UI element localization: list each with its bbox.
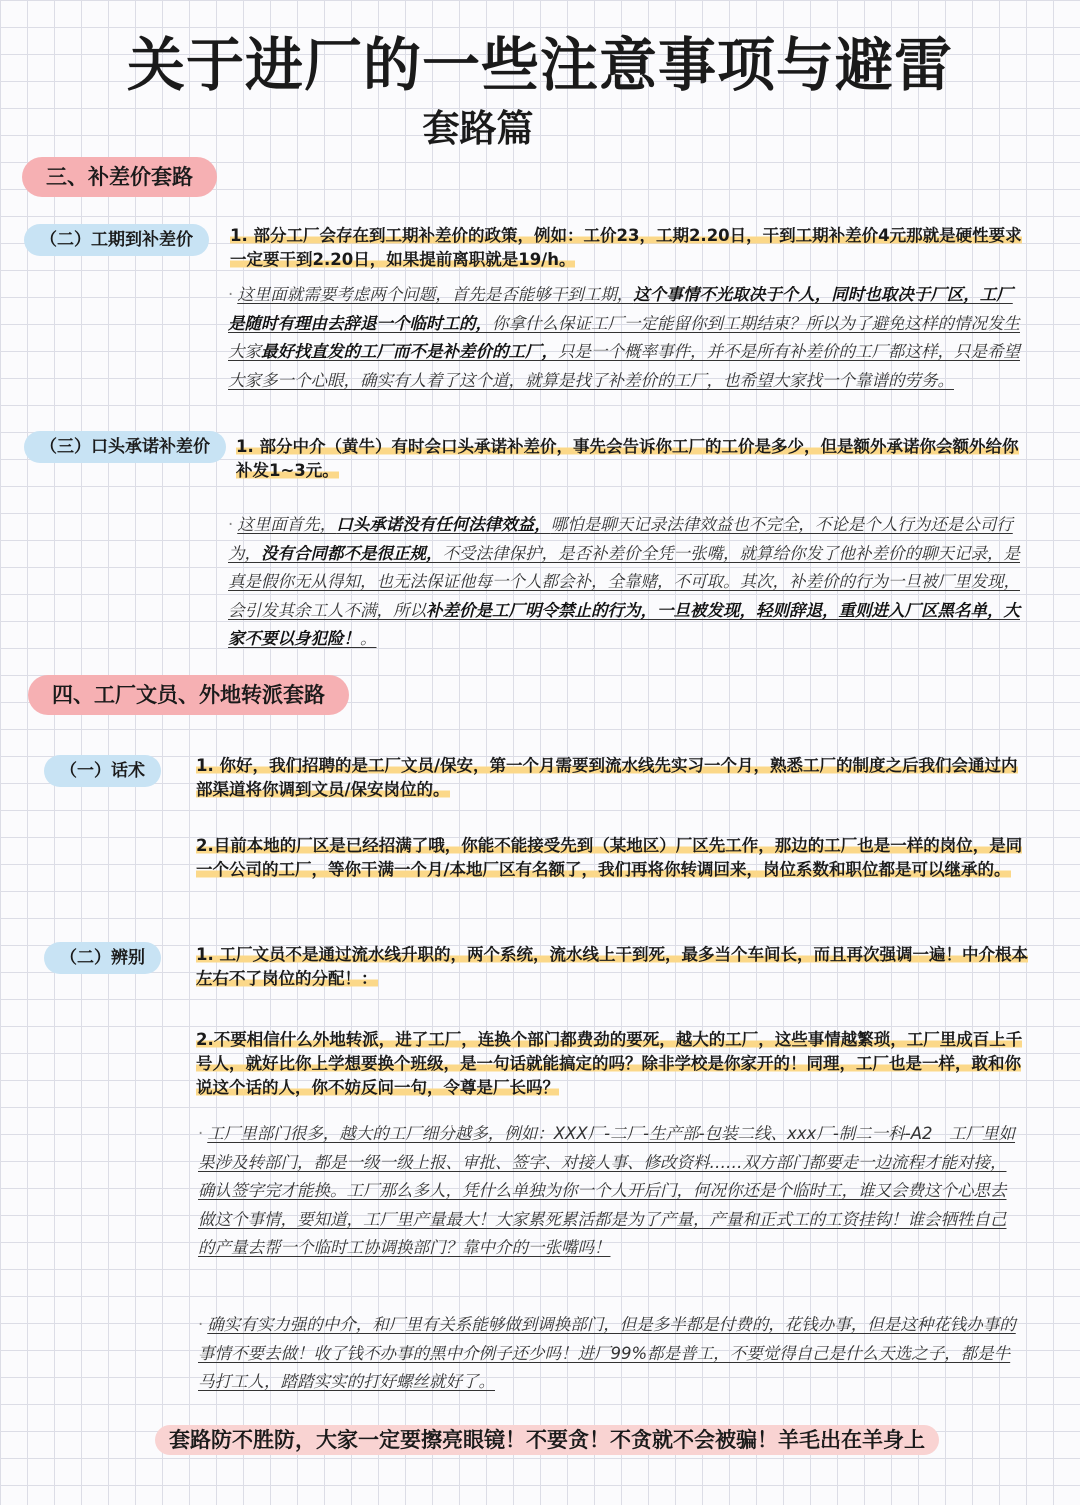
note-bold: 补差价是工厂明令禁止的行为，一旦被发现，轻则辞退，重则进入厂区黑名单，大家不要以身犯险！ bbox=[228, 600, 1020, 648]
highlight-script-2 bbox=[196, 834, 1028, 882]
highlight-text: 2.不要相信什么外地转派，进了工厂，连换个部门都费劲的要死，越大的工厂，这些事情越繁琐，工厂里成百上千号人，就好比你上学想要换个班级，是一句话就能搞定的吗？除非学校是你家开的！同理，工厂也是一样，敢和你说这个话的人，你不妨反问一句，令尊是厂长吗？ bbox=[196, 1030, 1023, 1097]
note-text bbox=[228, 515, 1020, 648]
highlight-script-1 bbox=[196, 754, 1028, 802]
highlight-text: 1. 工厂文员不是通过流水线升职的，两个系统，流水线上干到死，最多当个车间长，而且再次强调一遍！中介根本左右不了岗位的分配！： bbox=[196, 945, 1028, 988]
subheading-verbal-promise: （三）口头承诺补差价 bbox=[24, 431, 226, 463]
bullet-dot: · bbox=[228, 285, 234, 304]
bullet-dot: · bbox=[198, 1315, 204, 1334]
bullet-dot: · bbox=[228, 515, 234, 534]
highlight-text: 2.目前本地的厂区是已经招满了哦，你能不能接受先到（某地区）厂区先工作，那边的工厂也是一样的岗位，是同一个公司的工厂，等你干满一个月/本地厂区有名额了，我们再将你转调回来，岗位系数和职位都是可以继承的。 bbox=[196, 836, 1023, 879]
subtitle-text: 套路篇 bbox=[422, 107, 534, 150]
bullet-dot: · bbox=[198, 1124, 204, 1143]
note-duration-subsidy bbox=[228, 281, 1028, 395]
note-plain: 只是一个概率事件，并不是所有补差价的工厂都这样，只是希望大家多一个心眼，确实有人着了这个道，就算是找了补差价的工厂，也希望大家找一个靠谱的劳务。 bbox=[228, 342, 1020, 390]
highlight-verbal-promise bbox=[236, 435, 1026, 483]
subheading-identify: （二）辨别 bbox=[44, 942, 161, 974]
highlight-duration-subsidy bbox=[230, 224, 1030, 272]
note-plain: 你拿什么保证工厂一定能留你到工期结束？所以为了避免这样的情况发生大家 bbox=[228, 313, 1020, 361]
note-plain: 。 bbox=[360, 629, 377, 648]
note-text: 确实有实力强的中介，和厂里有关系能够做到调换部门，但是多半都是付费的，花钱办事，但是这种花钱办事的事情不要去做！收了钱不办事的黑中介例子还少吗！进厂99%都是普工，不要觉得自己是什么天选之子，都是牛马打工人，踏踏实实的打好螺丝就好了。 bbox=[198, 1315, 1016, 1391]
note-identify-2 bbox=[198, 1311, 1020, 1397]
note-bold: 没有合同都不是很正规， bbox=[261, 543, 443, 563]
note-bold: 口头承诺没有任何法律效益， bbox=[336, 515, 551, 534]
note-plain: 不受法律保护，是否补差价全凭一张嘴，就算给你发了他补差价的聊天记录，是真是假你无从得知，也无法保证他每一个人都会补，全靠赌，不可取。其次，补差价的行为一旦被厂里发现，会引发其余工人不满，所以 bbox=[228, 543, 1020, 620]
highlight-text: 1. 部分中介（黄牛）有时会口头承诺补差价，事先会告诉你工厂的工价是多少，但是额外承诺你会额外给你补发1~3元。 bbox=[236, 437, 1019, 480]
note-bold: 最好找直发的工厂而不是补差价的工厂， bbox=[261, 342, 558, 361]
footer-text: 套路防不胜防，大家一定要擦亮眼镜！不要贪！不贪就不会被骗！羊毛出在羊身上 bbox=[155, 1425, 939, 1455]
note-bold: 这个事情不光取决于个人，同时也取决于厂区，工厂是随时有理由去辞退一个临时工的， bbox=[228, 285, 1013, 333]
note-text bbox=[228, 285, 1020, 390]
subheading-duration-subsidy: （二）工期到补差价 bbox=[24, 224, 209, 256]
section-heading-4: 四、工厂文员、外地转派套路 bbox=[28, 675, 349, 715]
highlight-identify-1 bbox=[196, 943, 1028, 991]
note-plain: 这里面就需要考虑两个问题，首先是否能够干到工期， bbox=[237, 285, 634, 304]
page-subtitle bbox=[0, 98, 1080, 152]
note-plain: 这里面首先， bbox=[237, 515, 337, 534]
note-verbal-promise bbox=[228, 511, 1028, 654]
subheading-script: （一）话术 bbox=[44, 755, 161, 787]
note-identify-1 bbox=[198, 1120, 1020, 1263]
highlight-text: 1. 你好，我们招聘的是工厂文员/保安，第一个月需要到流水线先实习一个月，熟悉工厂的制度之后我们会通过内部渠道将你调到文员/保安岗位的。 bbox=[196, 756, 1018, 799]
highlight-text: 1. 部分工厂会存在到工期补差价的政策，例如：工价23，工期2.20日，干到工期补差价4元那就是硬性要求一定要干到2.20日，如果提前离职就是19/h。 bbox=[230, 226, 1022, 269]
section-heading-3: 三、补差价套路 bbox=[22, 157, 217, 197]
footer-warning bbox=[92, 1422, 1002, 1458]
page-title: 关于进厂的一些注意事项与避雷 bbox=[126, 31, 953, 99]
highlight-identify-2 bbox=[196, 1028, 1028, 1100]
note-text: 工厂里部门很多，越大的工厂细分越多，例如：XXX厂-二厂-生产部-包装二线、xxx厂-制二一科-A2 工厂里如果涉及转部门，都是一级一级上报、审批、签字、对接人事、修改资料……双方部门都要走一边流程才能对接，确认签字完才能换。工厂那么多人，凭什么单独为你一个人开后门，何况你还是个临时工，谁又会费这个心思去做这个事情，要知道，工厂里产量最大！大家累死累活都是为了产量，产量和正式工的工资挂钩！谁会牺牲自己的产量去帮一个临时工协调换部门？靠中介的一张嘴吗！ bbox=[198, 1124, 1016, 1257]
note-plain: 哪怕是聊天记录法律效益也不完全，不论是个人行为还是公司行为， bbox=[228, 515, 1013, 563]
